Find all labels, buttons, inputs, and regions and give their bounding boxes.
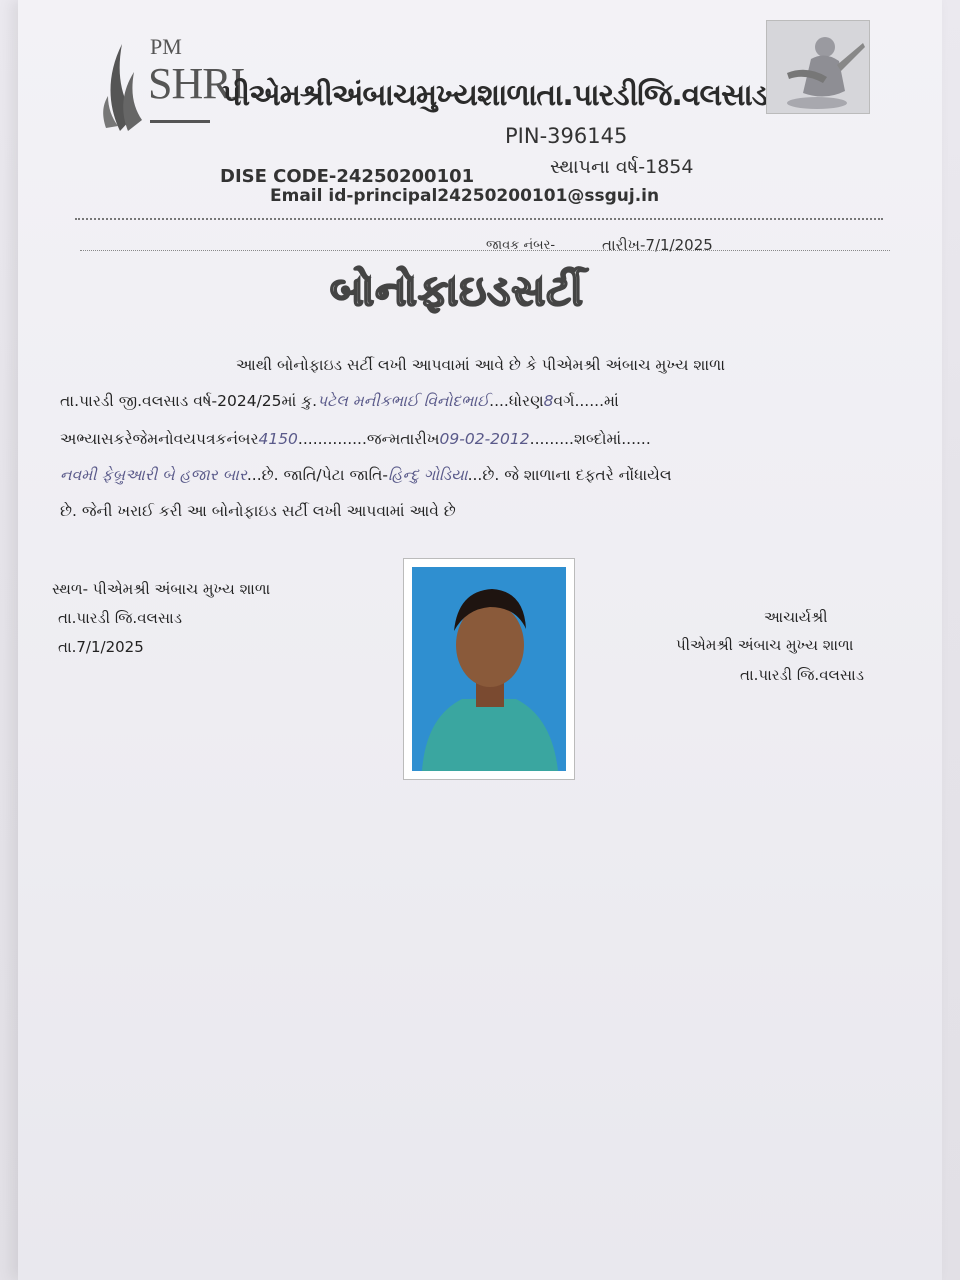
body-line-5: છે. જેની ખરાઈ કરી આ બોનોફાઇડ સર્ટી લખી આપવામાં આવે છે: [60, 502, 456, 520]
footer-place: સ્થળ- પીએમશ્રી અંબાચ મુખ્ય શાળા: [52, 580, 271, 598]
caste-value: હિન્દુ ગોડિયા: [388, 466, 468, 484]
principal-title: આચાર્યશ્રી: [764, 608, 828, 626]
birth-date-label: જન્મતારીખ: [366, 430, 440, 448]
body-line-4-suffix: છે. જે શાળાના દફતરે નોંધાયેલ: [482, 466, 672, 484]
body-line-2-prefix: તા.પારડી જી.વલસાડ વર્ષ-2024/25માં કુ.: [60, 392, 318, 410]
inward-number: જાવક નંબર-: [486, 238, 556, 253]
birth-date: 09-02-2012: [439, 430, 530, 448]
email-address: Email id-principal24250200101@ssguj.in: [270, 186, 660, 206]
caste-label: છે. જાતિ/પેટા જાતિ-: [261, 466, 388, 484]
logo-pm-text: PM: [150, 34, 182, 59]
certificate-title: બોનોફાઇડસર્ટી: [330, 266, 584, 315]
issue-date: તારીખ-7/1/2025: [602, 236, 713, 254]
founded-year: સ્થાપના વર્ષ-1854: [550, 156, 694, 178]
body-line-2: તા.પારડી જી.વલસાડ વર્ષ-2024/25માં કુ.પટેલ મનીકભાઈ વિનોદભાઈ....ધોરણ8વર્ગ......માં: [60, 392, 619, 410]
principal-taluka: તા.પારડી જિ.વલસાડ: [740, 666, 864, 684]
saraswati-emblem-icon: [766, 20, 870, 114]
student-portrait-icon: [412, 567, 566, 771]
logo-underline: [150, 120, 210, 123]
body-line-3: અભ્યાસકરેજેમનોવયપત્રકનંબર4150..............જન્મતારીખ09-02-2012.........શબ્દોમાં......: [60, 430, 651, 448]
register-label: અભ્યાસકરેજેમનોવયપત્રકનંબર: [60, 430, 259, 448]
footer-taluka: તા.પારડી જિ.વલસાડ: [58, 609, 182, 627]
body-line-4: નવમી ફેબ્રુઆરી બે હજાર બાર...છે. જાતિ/પેટા જાતિ-હિન્દુ ગોડિયા...છે. જે શાળાના દફતરે નોંધાયેલ: [60, 466, 672, 484]
body-line-2-suffix: વર્ગ......માં: [553, 392, 619, 410]
student-photo: [403, 558, 575, 780]
footer-date: તા.7/1/2025: [58, 638, 144, 656]
pin-code: PIN-396145: [505, 124, 628, 148]
logo-shri-text: SHRI: [148, 59, 245, 108]
body-line-1: આથી બોનોફાઇડ સર્ટી લખી આપવામાં આવે છે કે પીએમશ્રી અંબાચ મુખ્ય શાળા: [236, 356, 726, 374]
principal-school: પીએમશ્રી અંબાચ મુખ્ય શાળા: [676, 636, 854, 654]
header-divider: [75, 218, 883, 220]
words-label: શબ્દોમાં......: [573, 430, 651, 448]
school-name-heading: પીએમશ્રીઅંબાચમુખ્યશાળાતા.પારડીજિ.વલસાડ: [222, 78, 768, 113]
student-name: પટેલ મનીકભાઈ વિનોદભાઈ: [317, 392, 490, 410]
dise-code: DISE CODE-24250200101: [220, 166, 475, 187]
standard-value: 8: [543, 392, 554, 410]
register-number: 4150: [258, 430, 298, 448]
ref-divider: [80, 250, 890, 251]
birth-date-words: નવમી ફેબ્રુઆરી બે હજાર બાર: [60, 466, 247, 484]
standard-label: ધોરણ: [508, 392, 544, 410]
